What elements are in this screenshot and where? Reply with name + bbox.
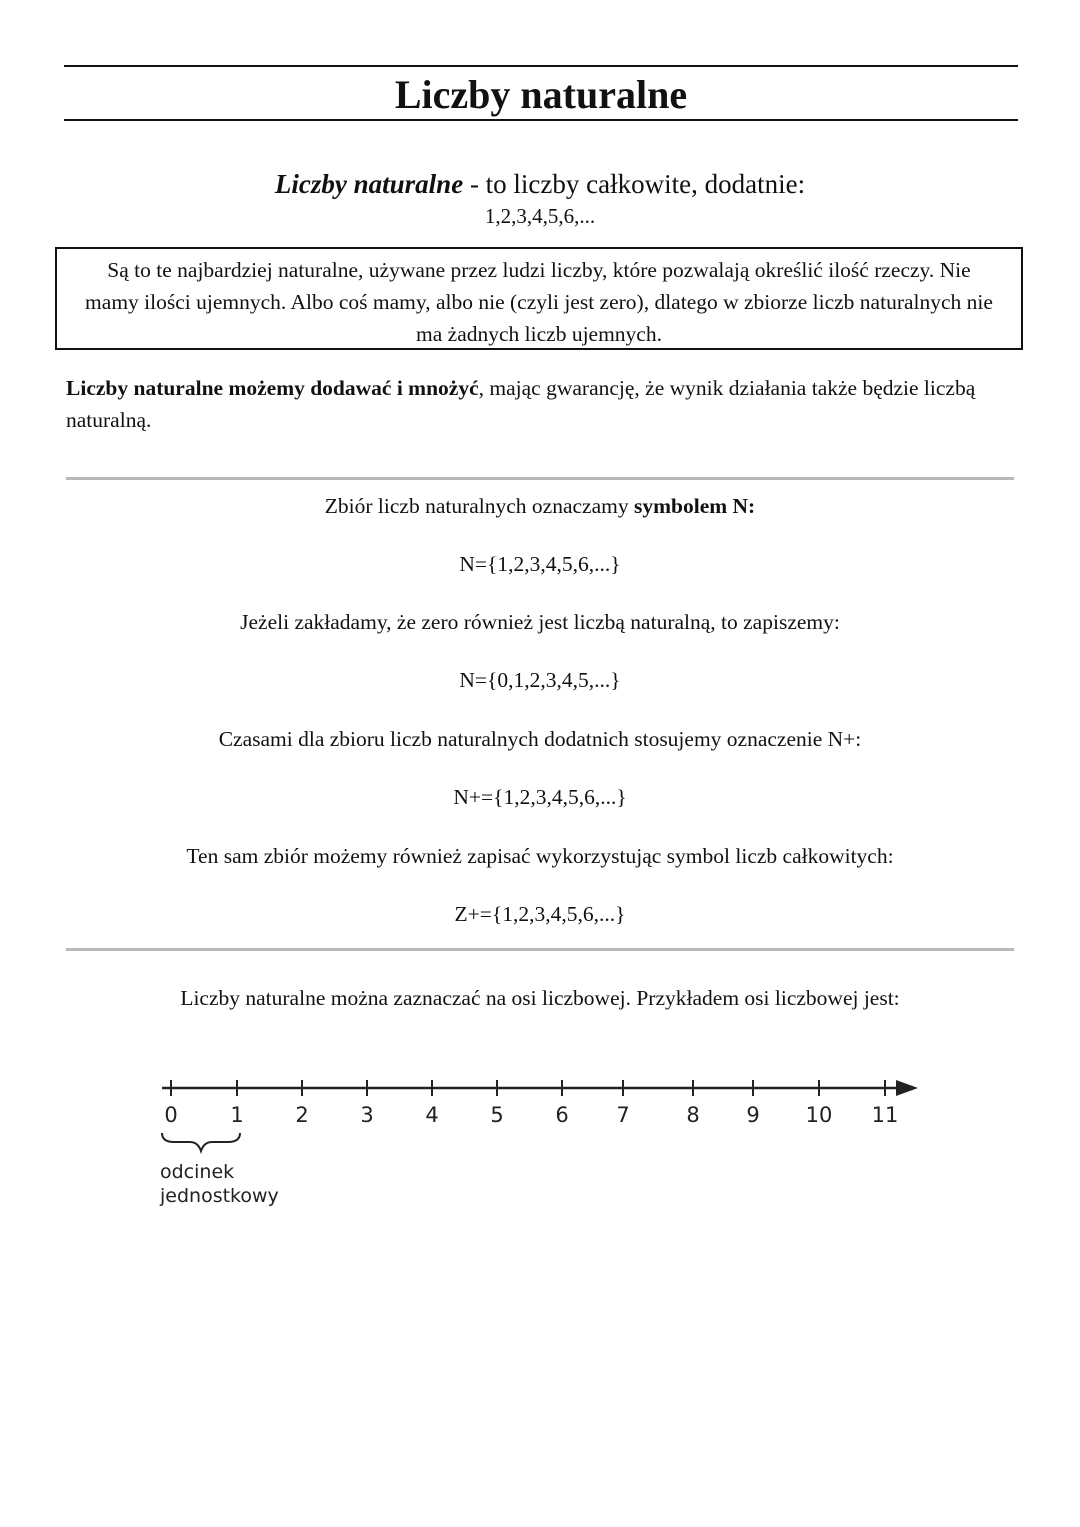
- set-n: N={1,2,3,4,5,6,...}: [459, 552, 621, 576]
- symbol-intro-bold: symbolem N:: [634, 494, 756, 518]
- integer-text: Ten sam zbiór możemy również zapisać wykorzystując symbol liczb całkowitych:: [186, 844, 894, 868]
- number-line-tick-label: 0: [164, 1103, 178, 1127]
- number-line-tick-label: 11: [871, 1103, 899, 1127]
- section-divider-bottom: [66, 948, 1014, 951]
- definition-rest: - to liczby całkowite, dodatnie:: [463, 169, 806, 199]
- page-title: Liczby naturalne: [394, 72, 688, 117]
- positive-text: Czasami dla zbioru liczb naturalnych dodatnich stosujemy oznaczenie N+:: [218, 727, 862, 751]
- number-line-tick-label: 6: [555, 1103, 569, 1127]
- number-line-tick-label: 2: [295, 1103, 309, 1127]
- number-line-tick-label: 7: [616, 1103, 630, 1127]
- number-line-svg: [0, 1060, 1080, 1230]
- unit-segment-brace-icon: [162, 1133, 240, 1151]
- number-line-tick-label: 8: [686, 1103, 700, 1127]
- set-zplus: Z+={1,2,3,4,5,6,...}: [454, 902, 626, 926]
- explanation-box: Są to te najbardziej naturalne, używane przez ludzi liczby, które pozwalają określić ilość rzeczy. Nie mamy ilości ujemnych. Albo coś mamy, albo nie (czyli jest zero), dlatego w zbiorze liczb naturalnych nie ma żadnych liczb ujemnych.: [55, 247, 1023, 350]
- number-line-tick-label: 3: [360, 1103, 374, 1127]
- definition-sequence: 1,2,3,4,5,6,...: [484, 204, 596, 228]
- operations-paragraph: [66, 372, 1016, 436]
- number-line-tick-label: 9: [746, 1103, 760, 1127]
- zero-text: Jeżeli zakładamy, że zero również jest liczbą naturalną, to zapiszemy:: [240, 610, 840, 634]
- number-line-intro: Liczby naturalne można zaznaczać na osi liczbowej. Przykładem osi liczbowej jest:: [180, 986, 900, 1010]
- symbol-intro-text: Zbiór liczb naturalnych oznaczamy: [324, 494, 634, 518]
- number-line-figure: [0, 1060, 1080, 1230]
- unit-label-line2: jednostkowy: [160, 1185, 279, 1207]
- top-rule: [64, 65, 1018, 67]
- definition-line: [40, 166, 1040, 202]
- number-line-tick-label: 1: [230, 1103, 244, 1127]
- set-nplus: N+={1,2,3,4,5,6,...}: [453, 785, 627, 809]
- title-underline: [64, 119, 1018, 121]
- number-line-tick-label: 10: [805, 1103, 833, 1127]
- operations-rest: , mając gwarancję, że wynik działania także będzie liczbą naturalną.: [66, 376, 976, 432]
- definition-term: Liczby naturalne: [274, 169, 464, 199]
- unit-label-line1: odcinek: [160, 1161, 235, 1183]
- section-divider-top: [66, 477, 1014, 480]
- symbol-intro: [40, 491, 1040, 521]
- number-line-tick-label: 4: [425, 1103, 439, 1127]
- operations-bold: Liczby naturalne możemy dodawać i mnożyć: [66, 376, 479, 400]
- number-line-tick-label: 5: [490, 1103, 504, 1127]
- number-line-arrow-icon: [896, 1080, 918, 1096]
- set-n0: N={0,1,2,3,4,5,...}: [459, 668, 621, 692]
